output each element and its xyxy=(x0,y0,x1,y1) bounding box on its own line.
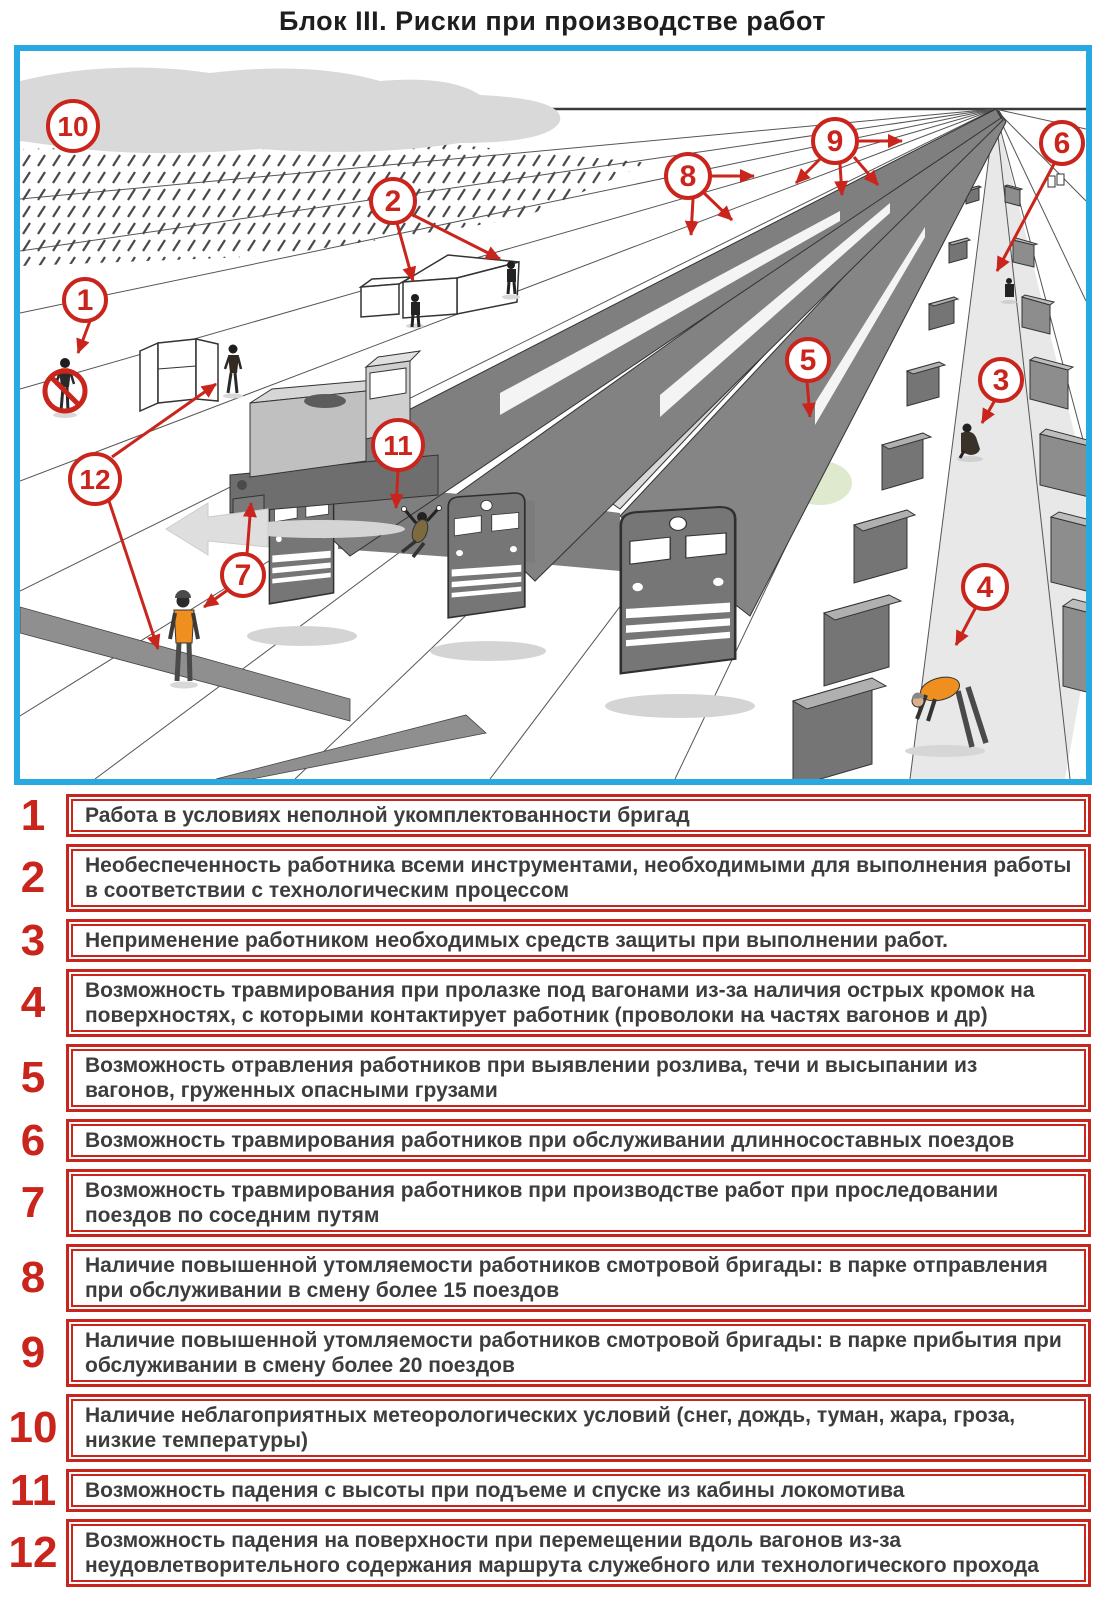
legend-item xyxy=(0,915,1105,965)
illustration-frame xyxy=(14,45,1092,785)
legend-item xyxy=(0,1044,1105,1112)
legend-item-text: Наличие неблагоприятных метеорологических условий (снег, дождь, туман, жара, гроза, низкие температуры) xyxy=(85,1404,1016,1452)
legend-item-box xyxy=(66,1119,1091,1162)
legend-item-box xyxy=(66,919,1091,962)
legend-item-box xyxy=(66,1319,1091,1387)
legend-item-text: Наличие повышенной утомляемости работников смотровой бригады: в парке прибытия при обслуживании в смену более 20 поездов xyxy=(85,1329,1062,1377)
service-building xyxy=(361,255,519,318)
marker-9 xyxy=(813,119,857,163)
legend-item xyxy=(0,1519,1105,1587)
window-icon xyxy=(1048,174,1064,187)
legend-item-number: 10 xyxy=(8,1403,58,1453)
legend-item-box xyxy=(66,1169,1091,1237)
marker-11 xyxy=(373,420,423,470)
legend-item xyxy=(0,1115,1105,1165)
legend-item-box xyxy=(66,1469,1091,1512)
legend-item xyxy=(0,1394,1105,1462)
legend-item-number: 3 xyxy=(20,915,46,965)
locomotive-front-2 xyxy=(448,493,525,618)
legend-item-number: 11 xyxy=(9,1465,57,1515)
marker-12 xyxy=(70,454,120,504)
legend-item-text: Возможность травмирования работников при обслуживании длинносоставных поездов xyxy=(85,1129,1015,1152)
svg-text:4: 4 xyxy=(976,571,994,604)
legend-item-text: Возможность падения на поверхности при перемещении вдоль вагонов из-за неудовлетворительного содержания маршрута служебного или технологического прохода xyxy=(85,1529,1039,1577)
legend-item xyxy=(0,790,1105,840)
legend-item-box xyxy=(66,1044,1091,1112)
legend-item-number: 1 xyxy=(20,790,46,840)
legend-item-box xyxy=(66,1244,1091,1312)
locomotive-front-3 xyxy=(621,507,735,673)
svg-text:6: 6 xyxy=(1053,127,1071,160)
legend-item xyxy=(0,844,1105,912)
legend-item-box xyxy=(66,1519,1091,1587)
legend-item xyxy=(0,1319,1105,1387)
legend-item xyxy=(0,1465,1105,1515)
risk-legend xyxy=(0,790,1105,1594)
marker-8 xyxy=(666,154,710,198)
svg-text:7: 7 xyxy=(234,559,252,592)
rain-cloud xyxy=(20,68,560,154)
legend-item-text: Возможность травмирования работников при производстве работ при проследовании поездов по соседним путям xyxy=(85,1179,999,1227)
legend-item xyxy=(0,1169,1105,1237)
svg-text:10: 10 xyxy=(57,111,89,142)
legend-item-text: Возможность отравления работников при выявлении розлива, течи и высыпании из вагонов, груженных опасными грузами xyxy=(85,1054,978,1102)
marker-1 xyxy=(64,279,106,321)
svg-text:9: 9 xyxy=(826,125,844,158)
worker-by-booth xyxy=(223,345,243,399)
marker-3 xyxy=(980,359,1022,401)
svg-text:11: 11 xyxy=(383,430,413,461)
marker-7 xyxy=(222,554,264,596)
legend-item-text: Возможность падения с высоты при подъеме и спуске из кабины локомотива xyxy=(85,1479,905,1502)
legend-item xyxy=(0,1244,1105,1312)
marker-5 xyxy=(787,339,829,381)
svg-text:8: 8 xyxy=(679,160,697,193)
legend-item-number: 4 xyxy=(20,978,46,1028)
legend-item-number: 2 xyxy=(20,853,46,903)
svg-text:12: 12 xyxy=(79,464,111,495)
legend-item-text: Неприменение работником необходимых средств защиты при выполнении работ. xyxy=(85,929,948,952)
legend-item-box xyxy=(66,1394,1091,1462)
legend-item-text: Работа в условиях неполной укомплектованности бригад xyxy=(85,804,690,827)
legend-item-text: Возможность травмирования при пролазке под вагонами из-за наличия острых кромок на поверхностях, с которыми контактирует работник (проволоки на частях вагонов и др) xyxy=(85,979,1035,1027)
legend-item-box xyxy=(66,969,1091,1037)
marker-6 xyxy=(1041,122,1083,164)
legend-item-box xyxy=(66,844,1091,912)
marker-2 xyxy=(371,179,415,223)
svg-text:2: 2 xyxy=(384,185,402,218)
legend-item xyxy=(0,969,1105,1037)
signal-booth xyxy=(140,339,218,411)
legend-item-number: 12 xyxy=(8,1528,58,1578)
legend-item-text: Необеспеченность работника всеми инструментами, необходимыми для выполнения работы в соответствии с технологическим процессом xyxy=(85,854,1072,902)
legend-item-number: 6 xyxy=(20,1115,46,1165)
legend-item-number: 9 xyxy=(20,1328,46,1378)
legend-item-text: Наличие повышенной утомляемости работников смотровой бригады: в парке отправления при обслуживании в смену более 15 поездов xyxy=(85,1254,1048,1302)
svg-text:3: 3 xyxy=(992,364,1010,397)
legend-item-box xyxy=(66,794,1091,837)
marker-10 xyxy=(48,101,98,151)
svg-text:5: 5 xyxy=(799,344,817,377)
legend-item-number: 8 xyxy=(20,1253,46,1303)
marker-4 xyxy=(963,565,1007,609)
rail-yard-scene xyxy=(20,51,1086,779)
page-title: Блок III. Риски при производстве работ xyxy=(278,6,827,36)
svg-text:1: 1 xyxy=(76,284,94,317)
legend-item-number: 7 xyxy=(20,1178,46,1228)
legend-item-number: 5 xyxy=(20,1053,46,1103)
